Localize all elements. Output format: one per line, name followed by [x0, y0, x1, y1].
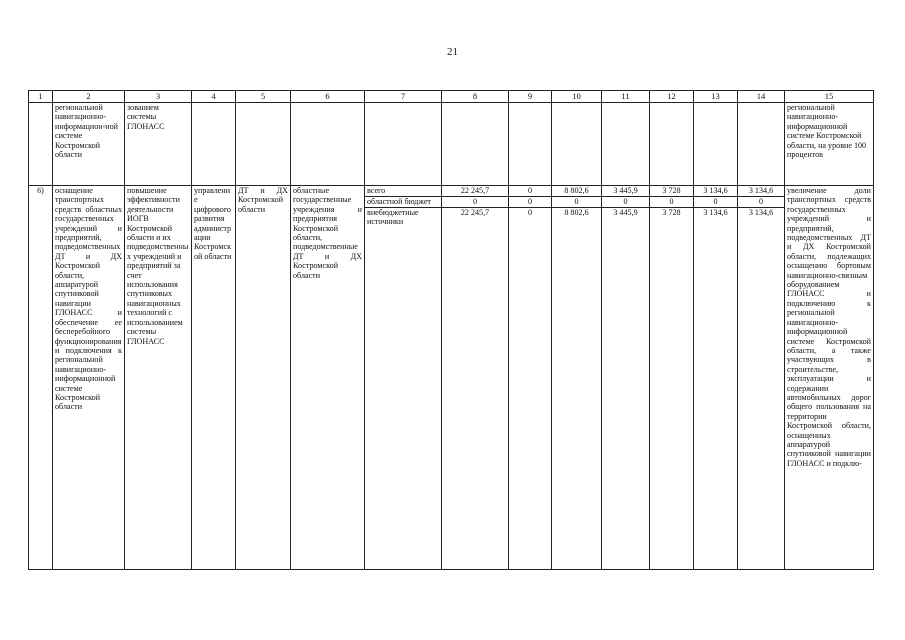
col-header-12: 12 — [650, 91, 694, 103]
col-header-4: 4 — [192, 91, 236, 103]
cont-col6-cell — [291, 103, 365, 186]
funding-value: 0 — [650, 197, 694, 208]
cont-col11-cell — [602, 103, 650, 186]
cont-col13-cell — [694, 103, 738, 186]
col-header-7: 7 — [365, 91, 442, 103]
funding-value: 3 445,9 — [602, 208, 650, 570]
funding-value: 0 — [738, 197, 785, 208]
cont-col15-text: региональной навигационно-информационной системе Костромской области, на уровне 100 процентов — [785, 103, 874, 186]
cont-col3-text: зованием системы ГЛОНАСС — [125, 103, 192, 186]
funding-value: 22 245,7 — [442, 186, 509, 197]
col-header-5: 5 — [236, 91, 291, 103]
funding-value: 3 728 — [650, 186, 694, 197]
co-executor: ДТ и ДХ Костромской области — [236, 186, 291, 570]
funding-value: 0 — [694, 197, 738, 208]
funding-value: 3 134,6 — [738, 208, 785, 570]
activity-goal: повышение эффективности деятельности ИОГВ Костромской области и их подведомственных учреждений и предприятий за счет использования спутниковых навигационных технологий с использованием системы ГЛОНАСС — [125, 186, 192, 570]
col-header-15: 15 — [785, 91, 874, 103]
funding-value: 0 — [509, 208, 552, 570]
col-header-9: 9 — [509, 91, 552, 103]
col-header-1: 1 — [29, 91, 53, 103]
col-header-8: 8 — [442, 91, 509, 103]
row-index: 6) — [29, 186, 53, 570]
col-header-11: 11 — [602, 91, 650, 103]
cont-col9-cell — [509, 103, 552, 186]
cont-col7-cell — [365, 103, 442, 186]
funding-value: 0 — [509, 186, 552, 197]
funding-value: 3 134,6 — [694, 186, 738, 197]
responsible-executor: управление цифрового развития администрации Костромской области — [192, 186, 236, 570]
funding-value: 22 245,7 — [442, 208, 509, 570]
col-header-2: 2 — [53, 91, 125, 103]
funding-value: 0 — [509, 197, 552, 208]
funding-source: внебюджетные источники — [365, 208, 442, 570]
funding-value: 0 — [552, 197, 602, 208]
col-header-3: 3 — [125, 91, 192, 103]
cont-col14-cell — [738, 103, 785, 186]
cont-col10-cell — [552, 103, 602, 186]
participants: областные государственные учреждения и предприятия Костромской области, подведомственные ДТ и ДХ Костромской области — [291, 186, 365, 570]
funding-value: 3 134,6 — [738, 186, 785, 197]
cont-col5-cell — [236, 103, 291, 186]
funding-value: 0 — [602, 197, 650, 208]
funding-value: 3 445,9 — [602, 186, 650, 197]
col-header-10: 10 — [552, 91, 602, 103]
target-indicator: увеличение доли транспортных средств государственных учреждений и предприятий, подведомственных ДТ и ДХ Костромской области, подлежащих оснащению бортовым навигационно-связным оборудованием ГЛОНАСС и подключению к региональной навигационно-информационной системе Костромской области, а также участвующих в строительстве, эксплуатации и содержании автомобильных дорог общего пользования на территории Костромской области, оснащенных аппаратурой спутниковой навигации ГЛОНАСС и подклю- — [785, 186, 874, 570]
col-header-6: 6 — [291, 91, 365, 103]
cont-col8-cell — [442, 103, 509, 186]
activity-row-6 — [29, 186, 874, 197]
funding-value: 0 — [442, 197, 509, 208]
page-number: 21 — [447, 46, 458, 58]
funding-value: 8 802,6 — [552, 186, 602, 197]
funding-value: 3 728 — [650, 208, 694, 570]
cont-idx-cell — [29, 103, 53, 186]
cont-col4-cell — [192, 103, 236, 186]
col-header-14: 14 — [738, 91, 785, 103]
program-table — [28, 90, 874, 570]
cont-col2-text: региональной навигационно-информацион-ной системе Костромской области — [53, 103, 125, 186]
funding-source: областной бюджет — [365, 197, 442, 208]
continuation-row — [29, 103, 874, 186]
funding-source: всего — [365, 186, 442, 197]
funding-value: 8 802,6 — [552, 208, 602, 570]
funding-value: 3 134,6 — [694, 208, 738, 570]
cont-col12-cell — [650, 103, 694, 186]
column-number-row — [29, 91, 874, 103]
activity-name: оснащение транспортных средств областных государственных учреждений и предприятий, подведомственных ДТ и ДХ Костромской области, аппаратурой спутниковой навигации ГЛОНАСС и обеспечение ее бесперебойного функционирования и подключения к региональной навигационно-информационной системе Костромской области — [53, 186, 125, 570]
col-header-13: 13 — [694, 91, 738, 103]
